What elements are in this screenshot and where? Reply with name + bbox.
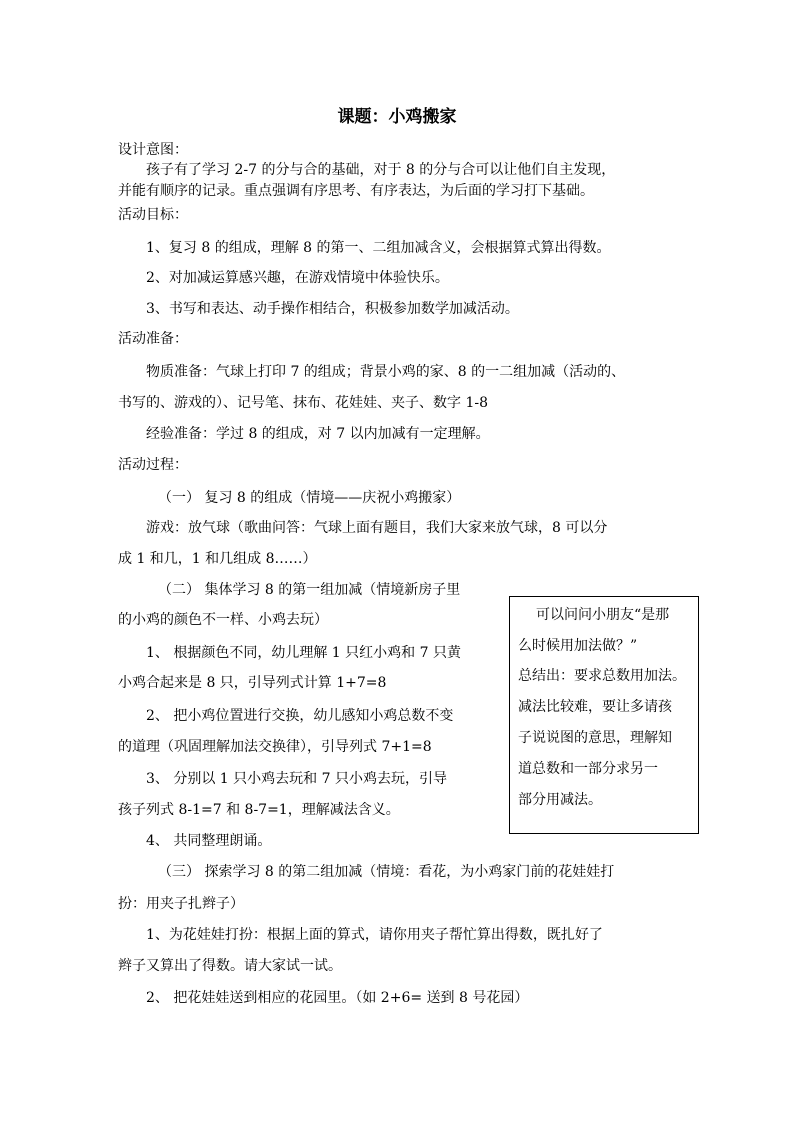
process-line: 1、 根据颜色不同，幼儿理解 1 只红小鸡和 7 只黄 bbox=[146, 645, 461, 661]
process-line: 孩子列式 8-1=7 和 8-7=1，理解减法含义。 bbox=[118, 802, 400, 818]
process-line: 2、 把小鸡位置进行交换，幼儿感知小鸡总数不变 bbox=[146, 708, 454, 724]
process-line: 的小鸡的颜色不一样、小鸡去玩） bbox=[118, 612, 328, 628]
prep-line: 书写的、游戏的）、记号笔、抹布、花娃娃、夹子、数字 1-8 bbox=[118, 395, 488, 411]
note-line: 部分用减法。 bbox=[518, 792, 602, 808]
process-line: 游戏：放气球（歌曲问答：气球上面有题目，我们大家来放气球，8 可以分 bbox=[146, 520, 608, 536]
process-line: （一） 复习 8 的组成（情境——庆祝小鸡搬家） bbox=[158, 490, 461, 506]
note-line: 么时候用加法做？” bbox=[518, 638, 638, 654]
goal-item: 2、对加减运算感兴趣，在游戏情境中体验快乐。 bbox=[146, 270, 449, 286]
design-line: 孩子有了学习 2-7 的分与合的基础，对于 8 的分与合可以让他们自主发现， bbox=[146, 162, 616, 178]
process-line: 成 1 和几，1 和几组成 8……） bbox=[118, 551, 317, 567]
process-line: 4、 共同整理朗诵。 bbox=[146, 833, 272, 849]
process-line: 3、 分别以 1 只小鸡去玩和 7 只小鸡去玩，引导 bbox=[146, 771, 447, 787]
goals-heading: 活动目标： bbox=[118, 207, 188, 223]
design-heading: 设计意图： bbox=[118, 142, 188, 158]
design-line: 并能有顺序的记录。重点强调有序思考、有序表达，为后面的学习打下基础。 bbox=[118, 183, 594, 199]
goal-item: 1、复习 8 的组成，理解 8 的第一、二组加减含义，会根据算式算出得数。 bbox=[146, 240, 611, 256]
process-line: （三） 探索学习 8 的第二组加减（情境：看花，为小鸡家门前的花娃娃打 bbox=[158, 864, 615, 880]
page-title: 课题：小鸡搬家 bbox=[337, 107, 457, 127]
note-line: 总结出：要求总数用加法。 bbox=[518, 668, 686, 684]
process-line: 的道理（巩固理解加法交换律），引导列式 7+1=8 bbox=[118, 739, 432, 755]
note-line: 可以问问小朋友“是那 bbox=[536, 607, 670, 623]
process-line: 1、为花娃娃打扮：根据上面的算式，请你用夹子帮忙算出得数，既扎好了 bbox=[146, 927, 603, 943]
prep-line: 经验准备：学过 8 的组成，对 7 以内加减有一定理解。 bbox=[146, 426, 490, 442]
process-line: 辫子又算出了得数。请大家试一试。 bbox=[118, 958, 342, 974]
prep-heading: 活动准备： bbox=[118, 331, 188, 347]
process-line: 扮：用夹子扎辫子） bbox=[118, 896, 244, 912]
process-line: 小鸡合起来是 8 只，引导列式计算 1+7=8 bbox=[118, 675, 387, 691]
note-line: 道总数和一部分求另一 bbox=[518, 761, 658, 777]
process-line: （二） 集体学习 8 的第一组加减（情境新房子里 bbox=[158, 582, 461, 598]
goal-item: 3、书写和表达、动手操作相结合，积极参加数学加减活动。 bbox=[146, 301, 519, 317]
note-box bbox=[509, 596, 699, 834]
note-line: 减法比较难，要让多请孩 bbox=[518, 699, 672, 715]
note-line: 子说说图的意思，理解知 bbox=[518, 730, 672, 746]
prep-line: 物质准备：气球上打印 7 的组成；背景小鸡的家、8 的一二组加减（活动的、 bbox=[146, 364, 626, 380]
process-heading: 活动过程： bbox=[118, 457, 188, 473]
process-line: 2、 把花娃娃送到相应的花园里。（如 2+6= 送到 8 号花园） bbox=[146, 990, 529, 1006]
